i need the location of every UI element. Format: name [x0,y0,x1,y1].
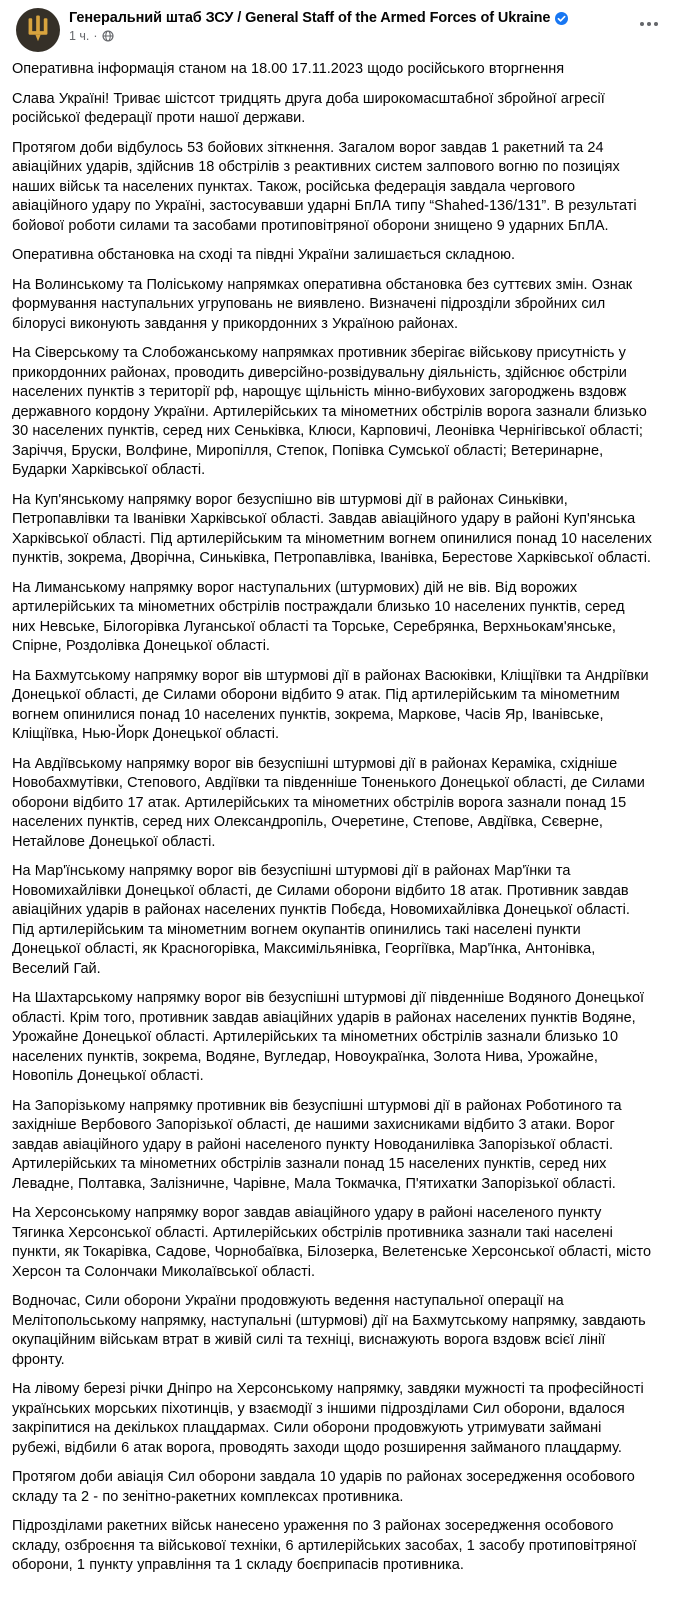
audience-globe-icon [102,30,114,42]
post-paragraph: На Авдіївському напрямку ворог вів безуспішні штурмові дії в районах Кераміка, східніше Новобахмутівки, Степового, Авдіївки та південніше Тоненького Донецької області, де Силами оборони відбито 17 атак. Артилерійських та мінометних обстрілів ворога зазнали понад 15 населених пунктів, серед них Олександропіль, Очеретине, Степове, Авдіївка, Сєверне, Нетайлове Донецької області. [12,755,645,850]
verified-badge-icon [555,12,568,25]
post-paragraph: Протягом доби авіація Сил оборони завдала 10 ударів по районах зосередження особового складу та 2 - по зенітно-ракетних комплексах противника. [12,1469,635,1505]
post-paragraph: На Сіверському та Слобожанському напрямках противник зберігає військову присутність у прикордонних районах, проводить диверсійно-розвідувальну діяльність, здійснює обстріли населених пунктів з території рф, нарощує щільність мінно-вибухових загороджень вздовж державного кордону України. Артилерійських та мінометних обстрілів ворога зазнали близько 30 населених пунктів, серед них Сеньківка, Клюси, Карповичі, Леонівка Чернігівської області; Заріччя, Бруски, Волфине, Миропілля, Степок, Попівка Сумської області; Ветеринарне, Бударки Харківської області. [12,345,647,478]
post-meta-row [69,29,568,43]
post-timestamp[interactable]: 1 ч. [69,29,90,43]
post-paragraph: На лівому березі річки Дніпро на Херсонському напрямку, завдяки мужності та професійності українських морських піхотинців, у взаємодії з іншими підрозділами Сил оборони, вдалося закріпитися на декількох плацдармах. Сили оборони продовжують утримувати займані рубежі, відбили 6 атак ворога, проводять заходи щодо розширення займаного плацдарму. [12,1381,644,1456]
post-paragraph: На Херсонському напрямку ворог завдав авіаційного удару в районі населеного пункту Тягинка Херсонської області. Артилерійських обстрілів противника зазнали такі населені пункти, як Токарівка, Садове, Чорнобаївка, Білозерка, Велетенське Херсонської області, місто Херсон та Солончаки Миколаївської області. [12,1205,652,1280]
post-paragraph: На Куп'янському напрямку ворог безуспішно вів штурмові дії в районах Синьківки, Петропавлівки та Іванівки Харківської області. Завдав авіаційного удару в районі Куп'янська Харківської області. Під артилерійським та мінометним вогнем опинилися понад 10 населених пунктів, зокрема, Дворічна, Синьківка, Петропавлівка, Іванівка, Берестове Харківської області. [12,491,652,566]
post-paragraph: На Шахтарському напрямку ворог вів безуспішні штурмові дії південніше Водяного Донецької області. Крім того, противник завдав авіаційних ударів в районах населених пунктів Водяне, Урожайне Донецької області. Артилерійських та мінометних обстрілів зазнали близько 10 населених пунктів, зокрема, Водяне, Вугледар, Новоукраїнка, Золота Нива, Урожайне, Новопіль Донецької області. [12,990,645,1084]
page-avatar[interactable] [16,8,60,52]
post-paragraph: Оперативна обстановка на сході та півдні України залишається складною. [12,247,516,263]
more-options-icon [640,22,644,26]
post-paragraph: На Волинському та Поліському напрямках оперативна обстановка без суттєвих змін. Ознак формування наступальних угруповань не виявлено. Визначені підрозділи збройних сил білорусі виконують завдання у прикордонних з Україною районах. [12,276,633,332]
post-paragraph: Протягом доби відбулось 53 бойових зіткнення. Загалом ворог завдав 1 ракетний та 24 авіаційних ударів, здійснив 18 обстрілів з реактивних систем залпового вогню по позиціях наших військ та населених пунктах. Також, російська федерація завдала чергового авіаційного удару по Україні, застосувавши ударні БпЛА типу “Shahed-136/131”. В результаті бойової роботи силами та засобами протиповітряної оборони знищено 9 ударних БпЛА. [12,139,637,234]
more-options-button[interactable] [638,16,660,32]
post-paragraph: На Бахмутському напрямку ворог вів штурмові дії в районах Васюківки, Кліщіївки та Андріївки Донецької області, де Силами оборони відбито 9 атак. Під артилерійським та мінометним вогнем опинилися понад 10 населених пунктів, зокрема, Маркове, Часів Яр, Іванівське, Кліщіївка, Нью-Йорк Донецької області. [12,667,649,742]
post-paragraph: Слава Україні! Триває шістсот тридцять друга доба широкомасштабної збройної агресії російської федерації проти нашої держави. [12,90,605,126]
post-header [0,0,678,58]
post-paragraph: Оперативна інформація станом на 18.00 17.11.2023 щодо російського вторгнення [12,61,565,77]
post-body [0,58,678,1594]
post-paragraph: На Мар'їнському напрямку ворог вів безуспішні штурмові дії в районах Мар'їнки та Новомихайлівки Донецької області, де Силами оборони відбито 18 атак. Противник завдав авіаційних ударів в районах населених пунктів Побєда, Новомихайлівка Донецької області. Під артилерійським та мінометним вогнем окупантів опинились такі населені пункти Донецької області, як Красногорівка, Максимільянівка, Георгіївка, Мар'їнка, Антонівка, Веселий Гай. [12,863,630,977]
page-name-link[interactable]: Генеральний штаб ЗСУ / General Staff of the Armed Forces of Ukraine [69,10,551,26]
post-paragraph: Підрозділами ракетних військ нанесено ураження по 3 районах зосередження особового складу, озброєння та військової техніки, 6 артилерійських засобах, 1 засобу протиповітряної оборони, 1 пункту управління та 1 складу боєприпасів противника. [12,1518,637,1573]
post-paragraph: Водночас, Сили оборони України продовжують ведення наступальної операції на Мелітопольському напрямку, наступальні (штурмові) дії на Бахмутському напрямку, завдають окупаційним військам втрат в живій силі та техніці, виснажують ворога вздовж всієї лінії фронту. [12,1293,646,1368]
meta-separator: · [93,29,98,43]
post-header-text [69,8,568,43]
post-paragraph: На Запорізькому напрямку противник вів безуспішні штурмові дії в районах Роботиного та західніше Вербового Запорізької області, де нашими захисниками відбито 3 атаки. Ворог завдав авіаційного удару в районі населеного пункту Новоданилівка Запорізької області. Артилерійських та мінометних обстрілів зазнали понад 15 населених пунктів, серед них Левадне, Полтавка, Залізничне, Чарівне, Мала Токмачка, П'ятихатки Запорізької області. [12,1097,622,1192]
post-paragraph: На Лиманському напрямку ворог наступальних (штурмових) дій не вів. Від ворожих артилерійських та мінометних обстрілів постраждали близько 10 населених пунктів, серед них Невське, Білогорівка Луганської області та Торське, Серебрянка, Верхньокам'янське, Спірне, Роздолівка Донецької області. [12,579,625,654]
trident-icon [25,15,51,45]
